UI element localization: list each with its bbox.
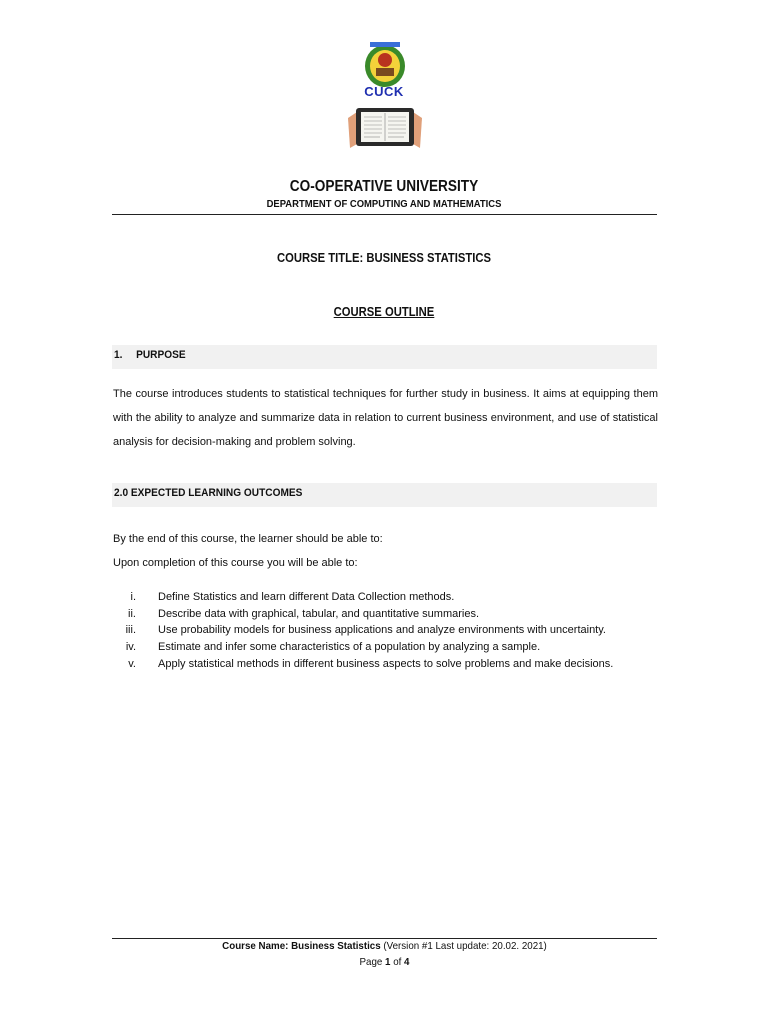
- list-item: [113, 656, 658, 673]
- section-purpose-header: [112, 345, 657, 369]
- list-item-text: Apply statistical methods in different business aspects to solve problems and make decisions.: [158, 657, 614, 670]
- list-item-text: Define Statistics and learn different Data Collection methods.: [158, 591, 455, 603]
- university-name: CO-OPERATIVE UNIVERSITY: [289, 178, 479, 195]
- section-number: 1.: [114, 349, 123, 361]
- list-item-text: Use probability models for business applications and analyze environments with uncertainty.: [158, 624, 606, 637]
- outcomes-intro-2: Upon completion of this course you will be able to:: [113, 557, 358, 569]
- list-item-number: iv.: [125, 641, 136, 654]
- university-crest-tablet-icon: [340, 40, 430, 160]
- section-purpose-label: [114, 349, 186, 361]
- page-current: 1: [385, 956, 391, 968]
- list-item: [113, 622, 658, 639]
- footer-page-number: [131, 956, 638, 968]
- outcomes-intro-1: By the end of this course, the learner should be able to:: [113, 533, 383, 545]
- list-item-number: ii.: [128, 607, 136, 620]
- course-outline-heading: [139, 305, 629, 319]
- list-item-number: iii.: [125, 624, 136, 637]
- logo-text: CUCK: [364, 84, 404, 99]
- footer-course-label: Course Name:: [222, 940, 289, 952]
- outcomes-list: [113, 589, 658, 672]
- page-total: 4: [404, 956, 410, 968]
- footer-course-name: Business Statistics: [291, 940, 381, 952]
- list-item-number: i.: [130, 591, 136, 603]
- section-heading: PURPOSE: [136, 349, 186, 361]
- course-title: COURSE TITLE: BUSINESS STATISTICS: [277, 251, 491, 265]
- section-outcomes-header: [112, 483, 657, 507]
- list-item-text: Describe data with graphical, tabular, and quantitative summaries.: [158, 607, 480, 620]
- list-item: [113, 589, 658, 606]
- header-divider: [112, 214, 657, 215]
- list-item: [113, 606, 658, 623]
- department-name: DEPARTMENT OF COMPUTING AND MATHEMATICS: [266, 198, 502, 210]
- footer-course-info: [131, 940, 638, 952]
- page-of: of: [393, 956, 402, 968]
- course-outline-text: COURSE OUTLINE: [333, 305, 435, 319]
- footer-divider: [112, 938, 657, 939]
- list-item: [113, 639, 658, 656]
- footer-version: (Version #1 Last update: 20.02. 2021): [383, 940, 547, 952]
- list-item-number: v.: [128, 657, 136, 670]
- purpose-paragraph: The course introduces students to statistical techniques for further study in business. It aims at equipping them with the ability to analyze and summarize data in relation to current business environment, and use of statistical analysis for decision-making and problem solving.: [113, 388, 658, 448]
- section-outcomes-label: 2.0 EXPECTED LEARNING OUTCOMES: [114, 487, 303, 499]
- page-label: Page: [359, 956, 383, 968]
- list-item-text: Estimate and infer some characteristics of a population by analyzing a sample.: [158, 641, 541, 654]
